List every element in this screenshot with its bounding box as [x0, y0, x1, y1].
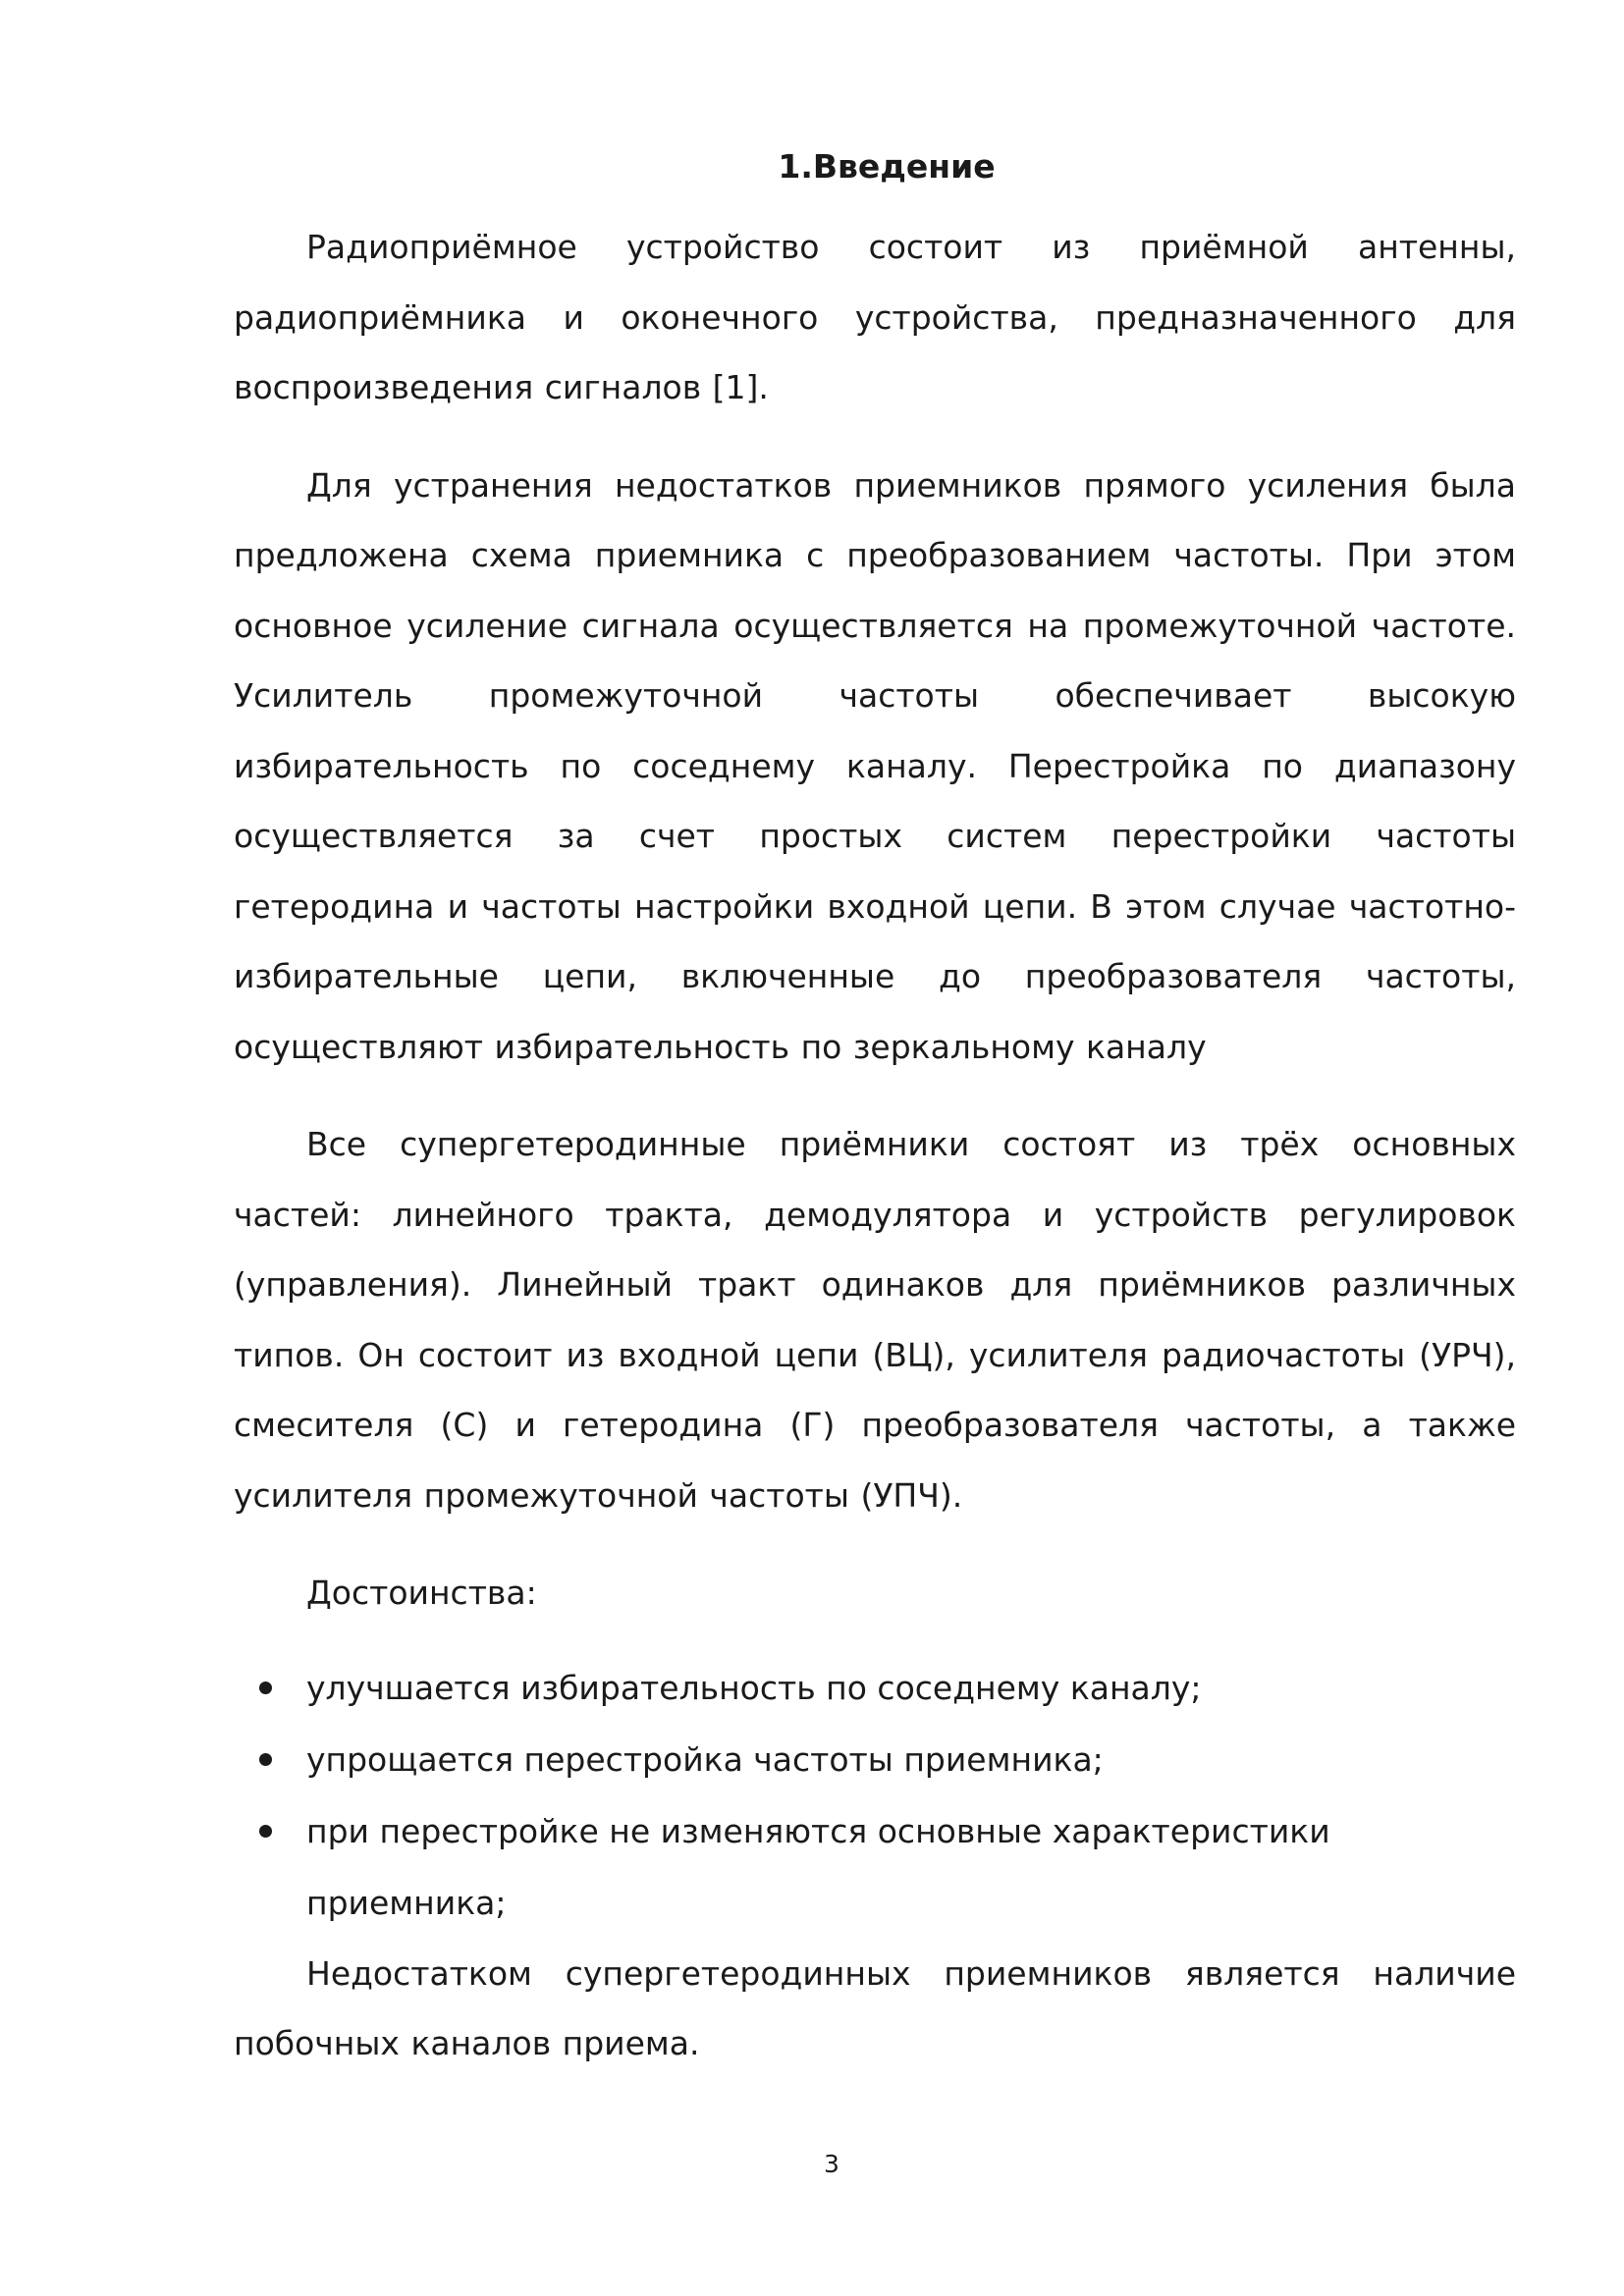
document-page — [234, 147, 1516, 2079]
bullet-icon — [259, 1682, 272, 1694]
paragraph-superheterodyne-scheme: Для устранения недостатков приемников прямого усиления была предложена схема приемника с преобразованием частоты. При этом основное усиление сигнала осуществляется на промежуточной частоте. Усилитель промежуточной частоты обеспечивает высокую избирательность по соседнему каналу. Перестройка по диапазону осуществляется за счет простых систем перестройки частоты гетеродина и частоты настройки входной цепи. В этом случае частотно-избирательные цепи, включенные до преобразователя частоты, осуществляют избирательность по зеркальному каналу — [234, 465, 1516, 1066]
paragraph-intro: Радиоприёмное устройство состоит из приёмной антенны, радиоприёмника и оконечного устройства, предназначенного для воспроизведения сигналов [1]. — [234, 228, 1516, 406]
bullet-icon — [259, 1753, 272, 1766]
advantages-list — [234, 1652, 1516, 1939]
page-number: 3 — [824, 2150, 839, 2178]
paragraph-disadvantage: Недостатком супергетеродинных приемников является наличие побочных каналов приема. — [234, 1953, 1516, 2062]
list-item — [234, 1795, 1516, 1939]
section-heading: 1.Введение — [778, 147, 996, 186]
list-item-text: при перестройке не изменяются основные характеристики приемника; — [306, 1811, 1330, 1922]
paragraph-receiver-parts: Все супергетеродинные приёмники состоят из трёх основных частей: линейного тракта, демодулятора и устройств регулировок (управления). Линейный тракт одинаков для приёмников различных типов. Он состоит из входной цепи (ВЦ), усилителя радиочастоты (УРЧ), смесителя (С) и гетеродина (Г) преобразователя частоты, а также усилителя промежуточной частоты (УПЧ). — [234, 1125, 1516, 1515]
list-item — [234, 1652, 1516, 1724]
list-item-text: улучшается избирательность по соседнему каналу; — [306, 1668, 1202, 1707]
list-item-text: упрощается перестройка частоты приемника; — [306, 1739, 1104, 1779]
advantages-label: Достоинства: — [306, 1574, 537, 1612]
list-item — [234, 1724, 1516, 1795]
bullet-icon — [259, 1825, 272, 1838]
